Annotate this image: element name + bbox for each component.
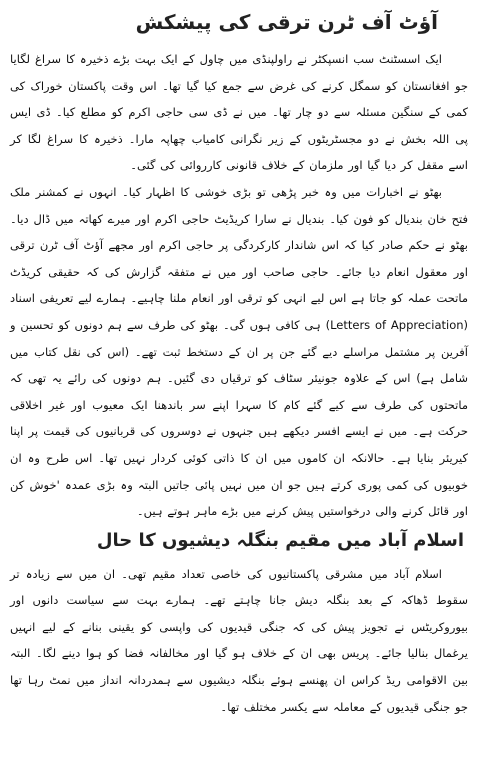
section-heading-bangladeshis-in-islamabad: اسلام آباد میں مقیم بنگلہ دیشیوں کا حال bbox=[96, 529, 464, 551]
paragraph-rice-hoard: ایک اسسٹنٹ سب انسپکٹر نے راولپنڈی میں چاول کے ایک بہت بڑے ذخیرہ کا سراغ لگایا جو افغانستان کو سمگل کرنے کی غرض سے جمع کیا گیا تھا۔ اس وقت پاکستان خوراک کی کمی کے سنگین مسئلہ سے دو چار تھا۔ میں نے ڈی سی حاجی اکرم کو مطلع کیا۔ ڈی ایس پی اللہ بخش نے دو مجسٹریٹوں کے زیر نگرانی کامیاب چھاپہ مارا۔ ذخیرہ کا سراغ لگا کر اسے مقفل کر دیا گیا اور ملزمان کے خلاف قانونی کارروائی کی گئی۔ bbox=[10, 52, 468, 173]
section-heading-out-of-turn-promotion: آؤٹ آف ٹرن ترقی کی پیشکش bbox=[135, 10, 438, 34]
paragraph-bangladeshis: اسلام آباد میں مشرقی پاکستانیوں کی خاصی تعداد مقیم تھی۔ ان میں سے زیادہ تر سقوط ڈھاکہ کے بعد بنگلہ دیش جانا چاہتے تھے۔ ہمارے بہت سے سیاست دانوں اور بیوروکریٹس نے تجویز پیش کی کہ جنگی قیدیوں کی واپسی کو یقینی بنانے کے لیے انہیں یرغمال بنالیا جائے۔ پریس بھی ان کے خلاف ہو گیا اور مخالفانہ فضا کو ہوا دینے لگا۔ البتہ بین الاقوامی ریڈ کراس ان پھنسے ہوئے بنگلہ دیشیوں سے ہمدردانہ انداز میں نمٹ رہا تھا جو جنگی قیدیوں کے معاملہ سے یکسر مختلف تھا۔ bbox=[10, 566, 468, 714]
paragraph-text-before-english: بھٹو نے اخبارات میں وہ خبر پڑھی تو بڑی خوشی کا اظہار کیا۔ انہوں نے کمشنر ملک فتح خان بندیال کو فون کیا۔ بندیال نے سارا کریڈیٹ حاجی اکرم اور میرے کھاتہ میں ڈال دیا۔ بھٹو نے حکم صادر کیا کہ اس شاندار کارکردگی پر حاجی اکرم اور مجھے آؤٹ آف ٹرن ترقی اور معقول انعام دیا جائے۔ حاجی صاحب اور میں نے متفقہ گزارش کی کہ حقیقی کریڈٹ ماتحت عملہ کو جاتا ہے اس لیے انہی کو ترقی اور انعام ملنا چاہیے۔ ہمارے لیے تعریفی اسناد bbox=[10, 184, 468, 306]
english-term-letters-of-appreciation: (Letters of Appreciation) bbox=[325, 317, 469, 332]
paragraph-text-after-english: ہی کافی ہوں گی۔ بھٹو کی طرف سے ہم دونوں کو تحسین و آفرین پر مشتمل مراسلے دیے گئے جن پر ان کے دستخط ثبت تھے۔ (اس کی نقل کتاب میں شامل ہے) اس کے علاوہ جونیئر سٹاف کو ترقیاں دی گئیں۔ ہم دونوں کی رائے یہ تھی کہ ماتحتوں کی طرف سے کیے گئے کام کا سہرا اپنے سر باندھنا ایک معیوب اور غیر اخلاقی حرکت ہے۔ میں نے ایسے افسر دیکھے ہیں جنہوں نے دوسروں کی قربانیوں کی قیمت پر اپنا کیریئر بنایا ہے۔ حالانکہ ان کاموں میں ان کا ذاتی کوئی کردار نہیں تھا۔ اس طرح وہ ان خوبیوں کی کمی پوری کرتے ہیں جو ان میں نہیں پائی جاتیں البتہ وہ بڑی عمدہ 'خوش کن اور قائل کرنے والی درخواستیں پیش کرنے میں بڑے ماہر ہوتے ہیں۔ bbox=[10, 317, 468, 519]
paragraph-bhutto-appreciation bbox=[10, 179, 468, 525]
